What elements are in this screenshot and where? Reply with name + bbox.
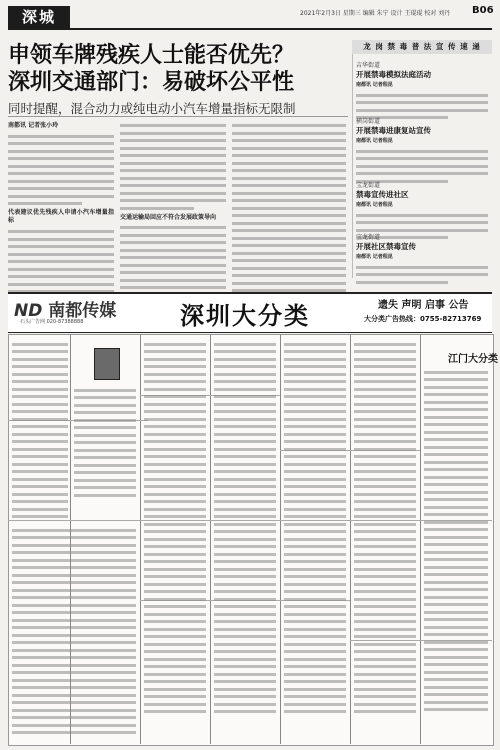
divider bbox=[8, 116, 348, 117]
ad-column-4 bbox=[214, 338, 276, 738]
header-meta: 2021年2月3日 星期三 编辑 朱宁 设计 王琨琨 校对 刘丹 bbox=[300, 10, 451, 17]
sidebar-item: 宝龙街道 开展社区禁毒宣传 南都讯 记者程昆 bbox=[356, 232, 488, 284]
section-heading-2: 交通运输局回应不符合发展政策导向 bbox=[120, 213, 217, 221]
byline: 南都讯 记者张小玲 bbox=[8, 122, 59, 129]
portrait-photo bbox=[94, 348, 120, 380]
headline-line-1: 申领车牌残疾人士能否优先？ bbox=[8, 43, 295, 68]
ad-column-6 bbox=[354, 338, 416, 738]
page-number: B06 bbox=[472, 5, 494, 16]
sidebar-item: 吉华街道 开展禁毒模拟法庭活动 南都讯 记者程昆 bbox=[356, 60, 488, 119]
section-tag: 深城 bbox=[8, 6, 70, 28]
brand-subtitle: 石头广告网 020-87388888 bbox=[20, 319, 84, 325]
sidebar-title: 龙 岗 禁 毒 普 法 宣 传 速 递 bbox=[352, 40, 492, 54]
ad-hotline: 大分类广告热线：0755-82713769 bbox=[364, 315, 482, 323]
sidebar-item: 宝龙街道 禁毒宣传进社区 南都讯 记者程昆 bbox=[356, 180, 488, 239]
section-heading-1: 代表建议优先残疾人申请小汽车增量指标 bbox=[8, 209, 114, 225]
subheadline: 同时提醒，混合动力或纯电动小汽车增量指标无限制 bbox=[8, 101, 296, 116]
story-column-2 bbox=[120, 122, 226, 312]
headline bbox=[8, 42, 348, 96]
ad-column-8 bbox=[12, 524, 136, 740]
ad-column-5 bbox=[284, 338, 346, 738]
ad-column-3 bbox=[144, 338, 206, 738]
classifieds-title: 深圳大分类 bbox=[180, 302, 310, 330]
ad-column-1 bbox=[12, 338, 68, 518]
headline-line-2: 深圳交通部门：易破坏公平性 bbox=[8, 70, 295, 95]
jiangmen-classifieds-label: 江门大分类 bbox=[448, 354, 498, 365]
brand-logo: ND 南都传媒 bbox=[14, 301, 117, 321]
ad-column-2 bbox=[74, 384, 136, 514]
sidebar-item: 横岗街道 开展禁毒进康复站宣传 南都讯 记者程昆 bbox=[356, 116, 488, 183]
header-rule bbox=[8, 28, 492, 30]
notice-types: 遗失 声明 启事 公告 bbox=[378, 300, 469, 311]
ad-column-7 bbox=[424, 366, 488, 736]
story-column-3 bbox=[232, 122, 346, 307]
logo-icon: ND bbox=[14, 301, 43, 321]
